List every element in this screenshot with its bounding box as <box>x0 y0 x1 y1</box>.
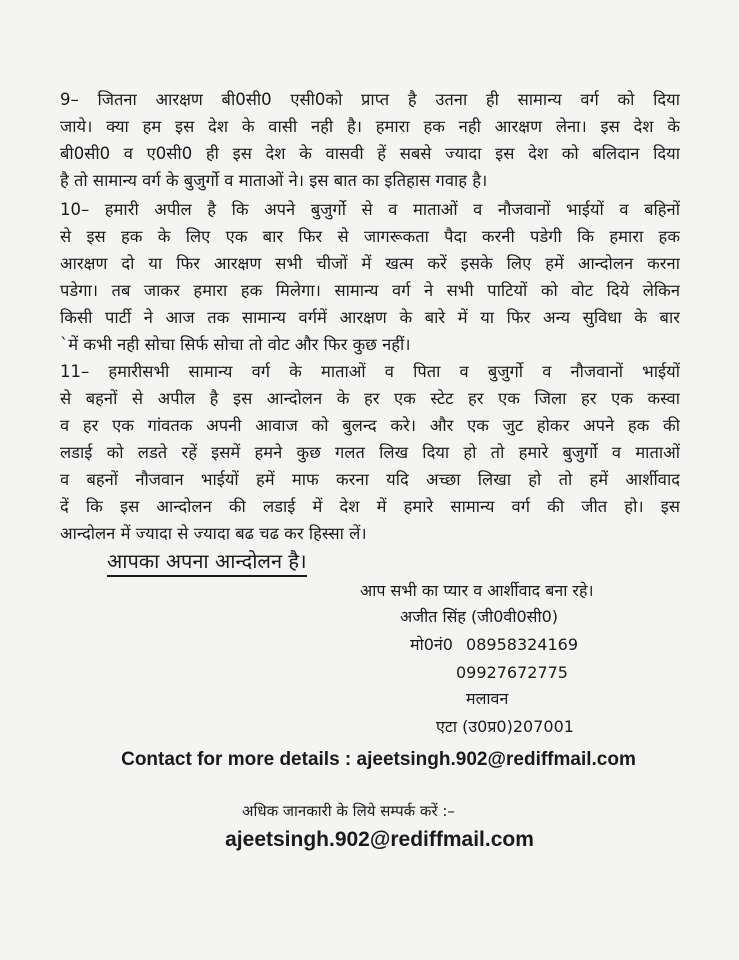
mobile-label: मो0नं0 <box>410 635 453 654</box>
point-9-line-2: जाये। क्या हम इस देश के वासी नही है। हमारा हक नही आरक्षण लेना। इस देश के <box>60 117 680 136</box>
mobile-number-1: 08958324169 <box>466 635 579 654</box>
point-9-line-4: है तो सामान्य वर्ग के बुजुर्गो व माताओं ने। इस बात का इतिहास गवाह है। <box>60 171 488 190</box>
point-10-line-5: किसी पार्टी ने आज तक सामान्य वर्गमें आरक्षण के बारे में या फिर अन्य सुविधा के बार <box>60 308 680 327</box>
point-11-line-2: से बहनों से अपील है इस आन्दोलन के हर एक स्टेट हर एक जिला हर एक कस्वा <box>60 389 680 408</box>
point-10-line-2: से इस हक के लिए एक बार फिर से जागरूकता पैदा करनी पडेगी कि हमारा हक <box>60 227 680 246</box>
point-9-line-3: बी0सी0 व ए0सी0 ही इस देश के वासवी हें सबसे ज्यादा इस देश को बलिदान दिया <box>60 144 680 163</box>
point-9 <box>60 86 680 194</box>
point-10-line-3: आरक्षण दो या फिर आरक्षण सभी चीजों में खत्म करें इसके लिए हमें आन्दोलन करना <box>60 254 680 273</box>
signature-place: मलावन <box>466 689 509 708</box>
point-11-line-1: 11– हमारीसभी सामान्य वर्ग के माताओं व पिता व बुजुर्गो व नौजवानों भाईयों <box>60 362 680 381</box>
point-11-line-5: व बहनों नौजवान भाईयों हमें माफ करना यदि अच्छा लिखा हो तो हमें आर्शीवाद <box>60 470 680 489</box>
point-9-line-1: 9– जितना आरक्षण बी0सी0 एसी0को प्राप्त है उतना ही सामान्य वर्ग को दिया <box>60 90 680 109</box>
mobile-number-2: 09927672775 <box>456 663 568 682</box>
contact-email: ajeetsingh.902@rediffmail.com <box>225 828 534 851</box>
contact-english-line: Contact for more details : ajeetsingh.902@rediffmail.com <box>121 749 636 770</box>
point-10 <box>60 196 680 358</box>
contact-hindi-line: अधिक जानकारी के लिये सम्पर्क करें :– <box>242 802 455 820</box>
signature-blessing: आप सभी का प्यार व आर्शीवाद बना रहे। <box>360 581 594 600</box>
signature-name: अजीत सिंह (जी0वी0सी0) <box>400 607 559 626</box>
point-11-line-6: दें कि इस आन्दोलन की लडाई में देश में हमारे सामान्य वर्ग की जीत हो। इस <box>60 497 680 516</box>
point-11 <box>60 358 680 547</box>
point-10-line-4: पडेगा। तब जाकर हमारा हक मिलेगा। सामान्य वर्ग ने सभी पाटियों को वोट दिये लेकिन <box>60 281 680 300</box>
point-11-line-3: व हर एक गांवतक अपनी आवाज को बुलन्द करे। और एक जुट होकर अपने हक की <box>60 416 680 435</box>
point-10-line-1: 10– हमारी अपील है कि अपने बुजुर्गो से व माताओं व नौजवानों भाईयों व बहिनों <box>60 200 680 219</box>
point-11-line-4: लडाई को लडते रहें इसमें हमने कुछ गलत लिख दिया हो तो हमारे बुजुर्गो व माताओं <box>60 443 680 462</box>
point-10-line-6: `में कभी नही सोचा सिर्फ सोचा तो वोट और फिर कुछ नहीं। <box>60 335 411 354</box>
signature-city: एटा (उ0प्र0)207001 <box>436 717 574 736</box>
slogan-heading: आपका अपना आन्दोलन है। <box>107 548 307 577</box>
signature-mobile-row <box>410 632 578 658</box>
point-11-line-7: आन्दोलन में ज्यादा से ज्यादा बढ चढ कर हिस्सा लें। <box>60 524 367 543</box>
